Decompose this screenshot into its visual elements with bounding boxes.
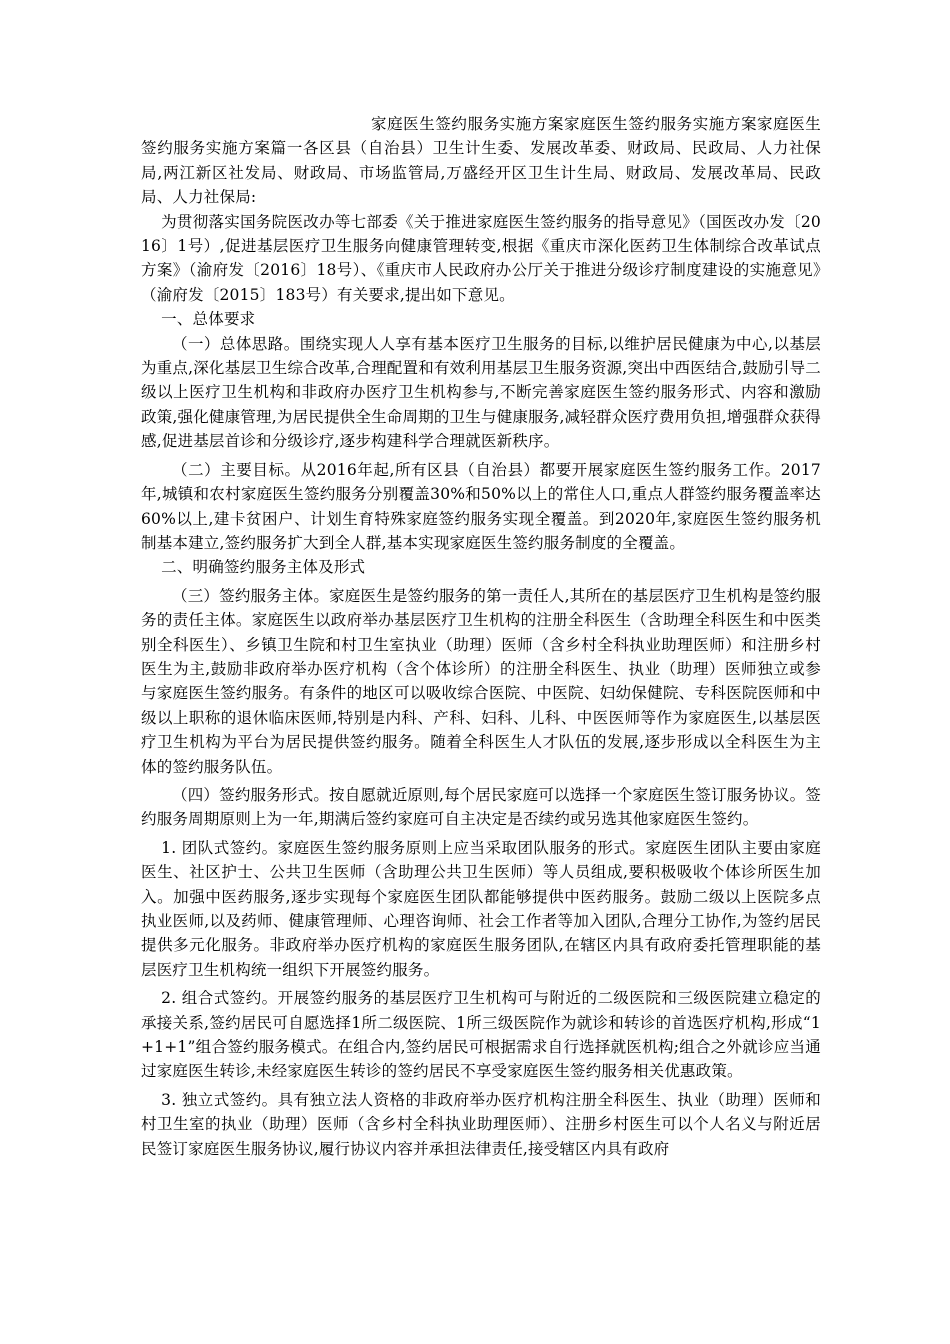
list-item-paragraph: 3. 独立式签约。具有独立法人资格的非政府举办医疗机构注册全科医生、执业（助理）医师和村卫生室的执业（助理）医师（含乡村全科执业助理医师）、注册乡村医生可以个人名义与附近居民签订家庭医生服务协议,履行协议内容并承担法律责任,接受辖区内具有政府 xyxy=(141,1090,821,1158)
body-paragraph: （一）总体思路。围绕实现人人享有基本医疗卫生服务的目标,以维护居民健康为中心,以基层为重点,深化基层卫生综合改革,合理配置和有效利用基层卫生服务资源,突出中西医结合,鼓励引导二级以上医疗卫生机构和非政府办医疗卫生机构参与,不断完善家庭医生签约服务形式、内容和激励政策,强化健康管理,为居民提供全生命周期的卫生与健康服务,减轻群众医疗费用负担,增强群众获得感,促进基层首诊和分级诊疗,逐步构建科学合理就医新秩序。 xyxy=(141,334,821,451)
body-paragraph: （二）主要目标。从2016年起,所有区县（自治县）都要开展家庭医生签约服务工作。2017年,城镇和农村家庭医生签约服务分别覆盖30%和50%以上的常住人口,重点人群签约服务覆盖率达60%以上,建卡贫困户、计划生育特殊家庭签约服务实现全覆盖。到2020年,家庭医生签约服务机制基本建立,签约服务扩大到全人群,基本实现家庭医生签约服务制度的全覆盖。 xyxy=(141,460,821,552)
body-paragraph: （三）签约服务主体。家庭医生是签约服务的第一责任人,其所在的基层医疗卫生机构是签约服务的责任主体。家庭医生以政府举办基层医疗卫生机构的注册全科医生（含助理全科医生和中医类别全科医生）、乡镇卫生院和村卫生室执业（助理）医师（含乡村全科执业助理医师）和注册乡村医生为主,鼓励非政府举办医疗机构（含个体诊所）的注册全科医生、执业（助理）医师独立或参与家庭医生签约服务。有条件的地区可以吸收综合医院、中医院、妇幼保健院、专科医院医师和中级以上职称的退休临床医师,特别是内科、产科、妇科、儿科、中医医师等作为家庭医生,以基层医疗卫生机构为平台为居民提供签约服务。随着全科医生人才队伍的发展,逐步形成以全科医生为主体的签约服务队伍。 xyxy=(141,586,821,776)
body-paragraph: 为贯彻落实国务院医改办等七部委《关于推进家庭医生签约服务的指导意见》（国医改办发〔2016〕1号）,促进基层医疗卫生服务向健康管理转变,根据《重庆市深化医药卫生体制综合改革试点方案》（渝府发〔2016〕18号）、《重庆市人民政府办公厅关于推进分级诊疗制度建设的实施意见》（渝府发〔2015〕183号）有关要求,提出如下意见。 xyxy=(141,212,821,304)
section-heading: 一、总体要求 xyxy=(161,310,256,329)
section-heading: 二、明确签约服务主体及形式 xyxy=(161,558,366,577)
list-item-paragraph: 2. 组合式签约。开展签约服务的基层医疗卫生机构可与附近的二级医院和三级医院建立稳定的承接关系,签约居民可自愿选择1所二级医院、1所三级医院作为就诊和转诊的首选医疗机构,形成“1+1+1”组合签约服务模式。在组合内,签约居民可根据需求自行选择就医机构;组合之外就诊应当通过家庭医生转诊,未经家庭医生转诊的签约居民不享受家庭医生签约服务相关优惠政策。 xyxy=(141,989,821,1081)
document-intro-paragraph: 家庭医生签约服务实施方案家庭医生签约服务实施方案家庭医生签约服务实施方案篇一各区县（自治县）卫生计生委、发展改革委、财政局、民政局、人力社保局,两江新区社发局、财政局、市场监管局,万盛经开区卫生计生局、财政局、发展改革局、民政局、人力社保局: xyxy=(141,115,821,207)
body-paragraph: （四）签约服务形式。按自愿就近原则,每个居民家庭可以选择一个家庭医生签订服务协议。签约服务周期原则上为一年,期满后签约家庭可自主决定是否续约或另选其他家庭医生签约。 xyxy=(141,785,821,829)
list-item-paragraph: 1. 团队式签约。家庭医生签约服务原则上应当采取团队服务的形式。家庭医生团队主要由家庭医生、社区护士、公共卫生医师（含助理公共卫生医师）等人员组成,要积极吸收个体诊所医生加入。加强中医药服务,逐步实现每个家庭医生团队都能够提供中医药服务。鼓励二级以上医院多点执业医师,以及药师、健康管理师、心理咨询师、社会工作者等加入团队,合理分工协作,为签约居民提供多元化服务。非政府举办医疗机构的家庭医生服务团队,在辖区内具有政府委托管理职能的基层医疗卫生机构统一组织下开展签约服务。 xyxy=(141,838,821,979)
document-page xyxy=(141,112,821,1161)
